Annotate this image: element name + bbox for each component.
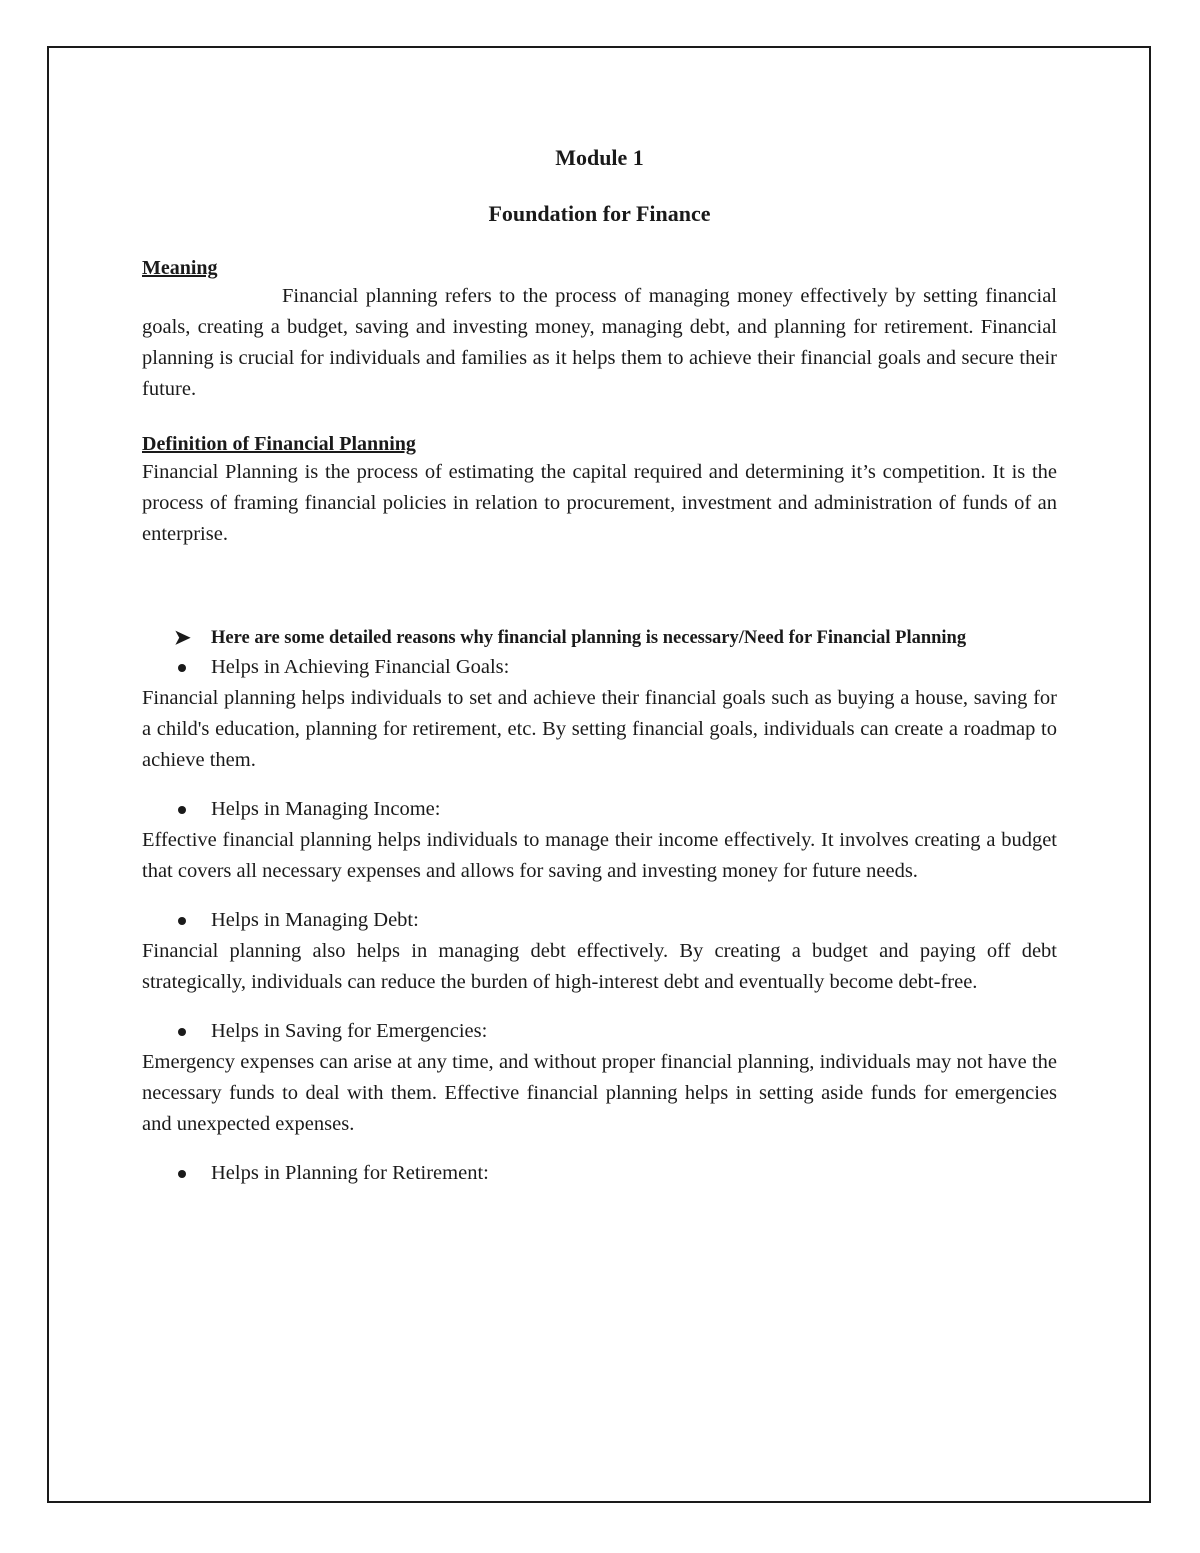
arrow-bullet-icon: ➤ [174, 627, 191, 649]
point-label: Helps in Saving for Emergencies: [211, 1020, 488, 1042]
document-title: Foundation for Finance [488, 201, 711, 226]
bullet-icon [178, 1028, 186, 1036]
point-label: Helps in Managing Income: [211, 798, 441, 820]
point-label: Helps in Achieving Financial Goals: [211, 656, 510, 678]
meaning-heading: Meaning [142, 257, 218, 279]
list-item [142, 905, 1057, 936]
list-item [142, 1016, 1057, 1047]
document-body [142, 140, 1057, 1189]
bullet-icon [178, 1170, 186, 1178]
point-paragraph: Financial planning also helps in managing debt effectively. By creating a budget and paying off debt strategically, individuals can reduce the burden of high-interest debt and eventually become debt-free. [142, 940, 1057, 993]
module-title: Module 1 [555, 145, 644, 170]
reasons-heading [142, 624, 1057, 652]
point-label: Helps in Managing Debt: [211, 909, 419, 931]
list-item [142, 1158, 1057, 1189]
list-item [142, 794, 1057, 825]
point-paragraph: Effective financial planning helps individuals to manage their income effectively. It involves creating a budget that covers all necessary expenses and allows for saving and investing money for future needs. [142, 829, 1057, 882]
point-label: Helps in Planning for Retirement: [211, 1162, 489, 1184]
bullet-icon [178, 806, 186, 814]
bullet-icon [178, 917, 186, 925]
point-paragraph: Emergency expenses can arise at any time, and without proper financial planning, individuals may not have the necessary funds to deal with them. Effective financial planning helps in setting aside funds for emergencies and unexpected expenses. [142, 1051, 1057, 1135]
point-paragraph: Financial planning helps individuals to set and achieve their financial goals such as buying a house, saving for a child's education, planning for retirement, etc. By setting financial goals, individuals can create a roadmap to achieve them. [142, 687, 1057, 771]
list-item [142, 652, 1057, 683]
bullet-icon [178, 664, 186, 672]
meaning-paragraph: Financial planning refers to the process of managing money effectively by setting financial goals, creating a budget, saving and investing money, managing debt, and planning for retirement. Financial planning is crucial for individuals and families as it helps them to achieve their financial goals and secure their future. [142, 285, 1057, 400]
reasons-heading-text: Here are some detailed reasons why financial planning is necessary/Need for Financial Planning [211, 628, 967, 648]
definition-paragraph: Financial Planning is the process of estimating the capital required and determining it’s competition. It is the process of framing financial policies in relation to procurement, investment and administration of funds of an enterprise. [142, 461, 1057, 545]
definition-heading: Definition of Financial Planning [142, 433, 416, 455]
